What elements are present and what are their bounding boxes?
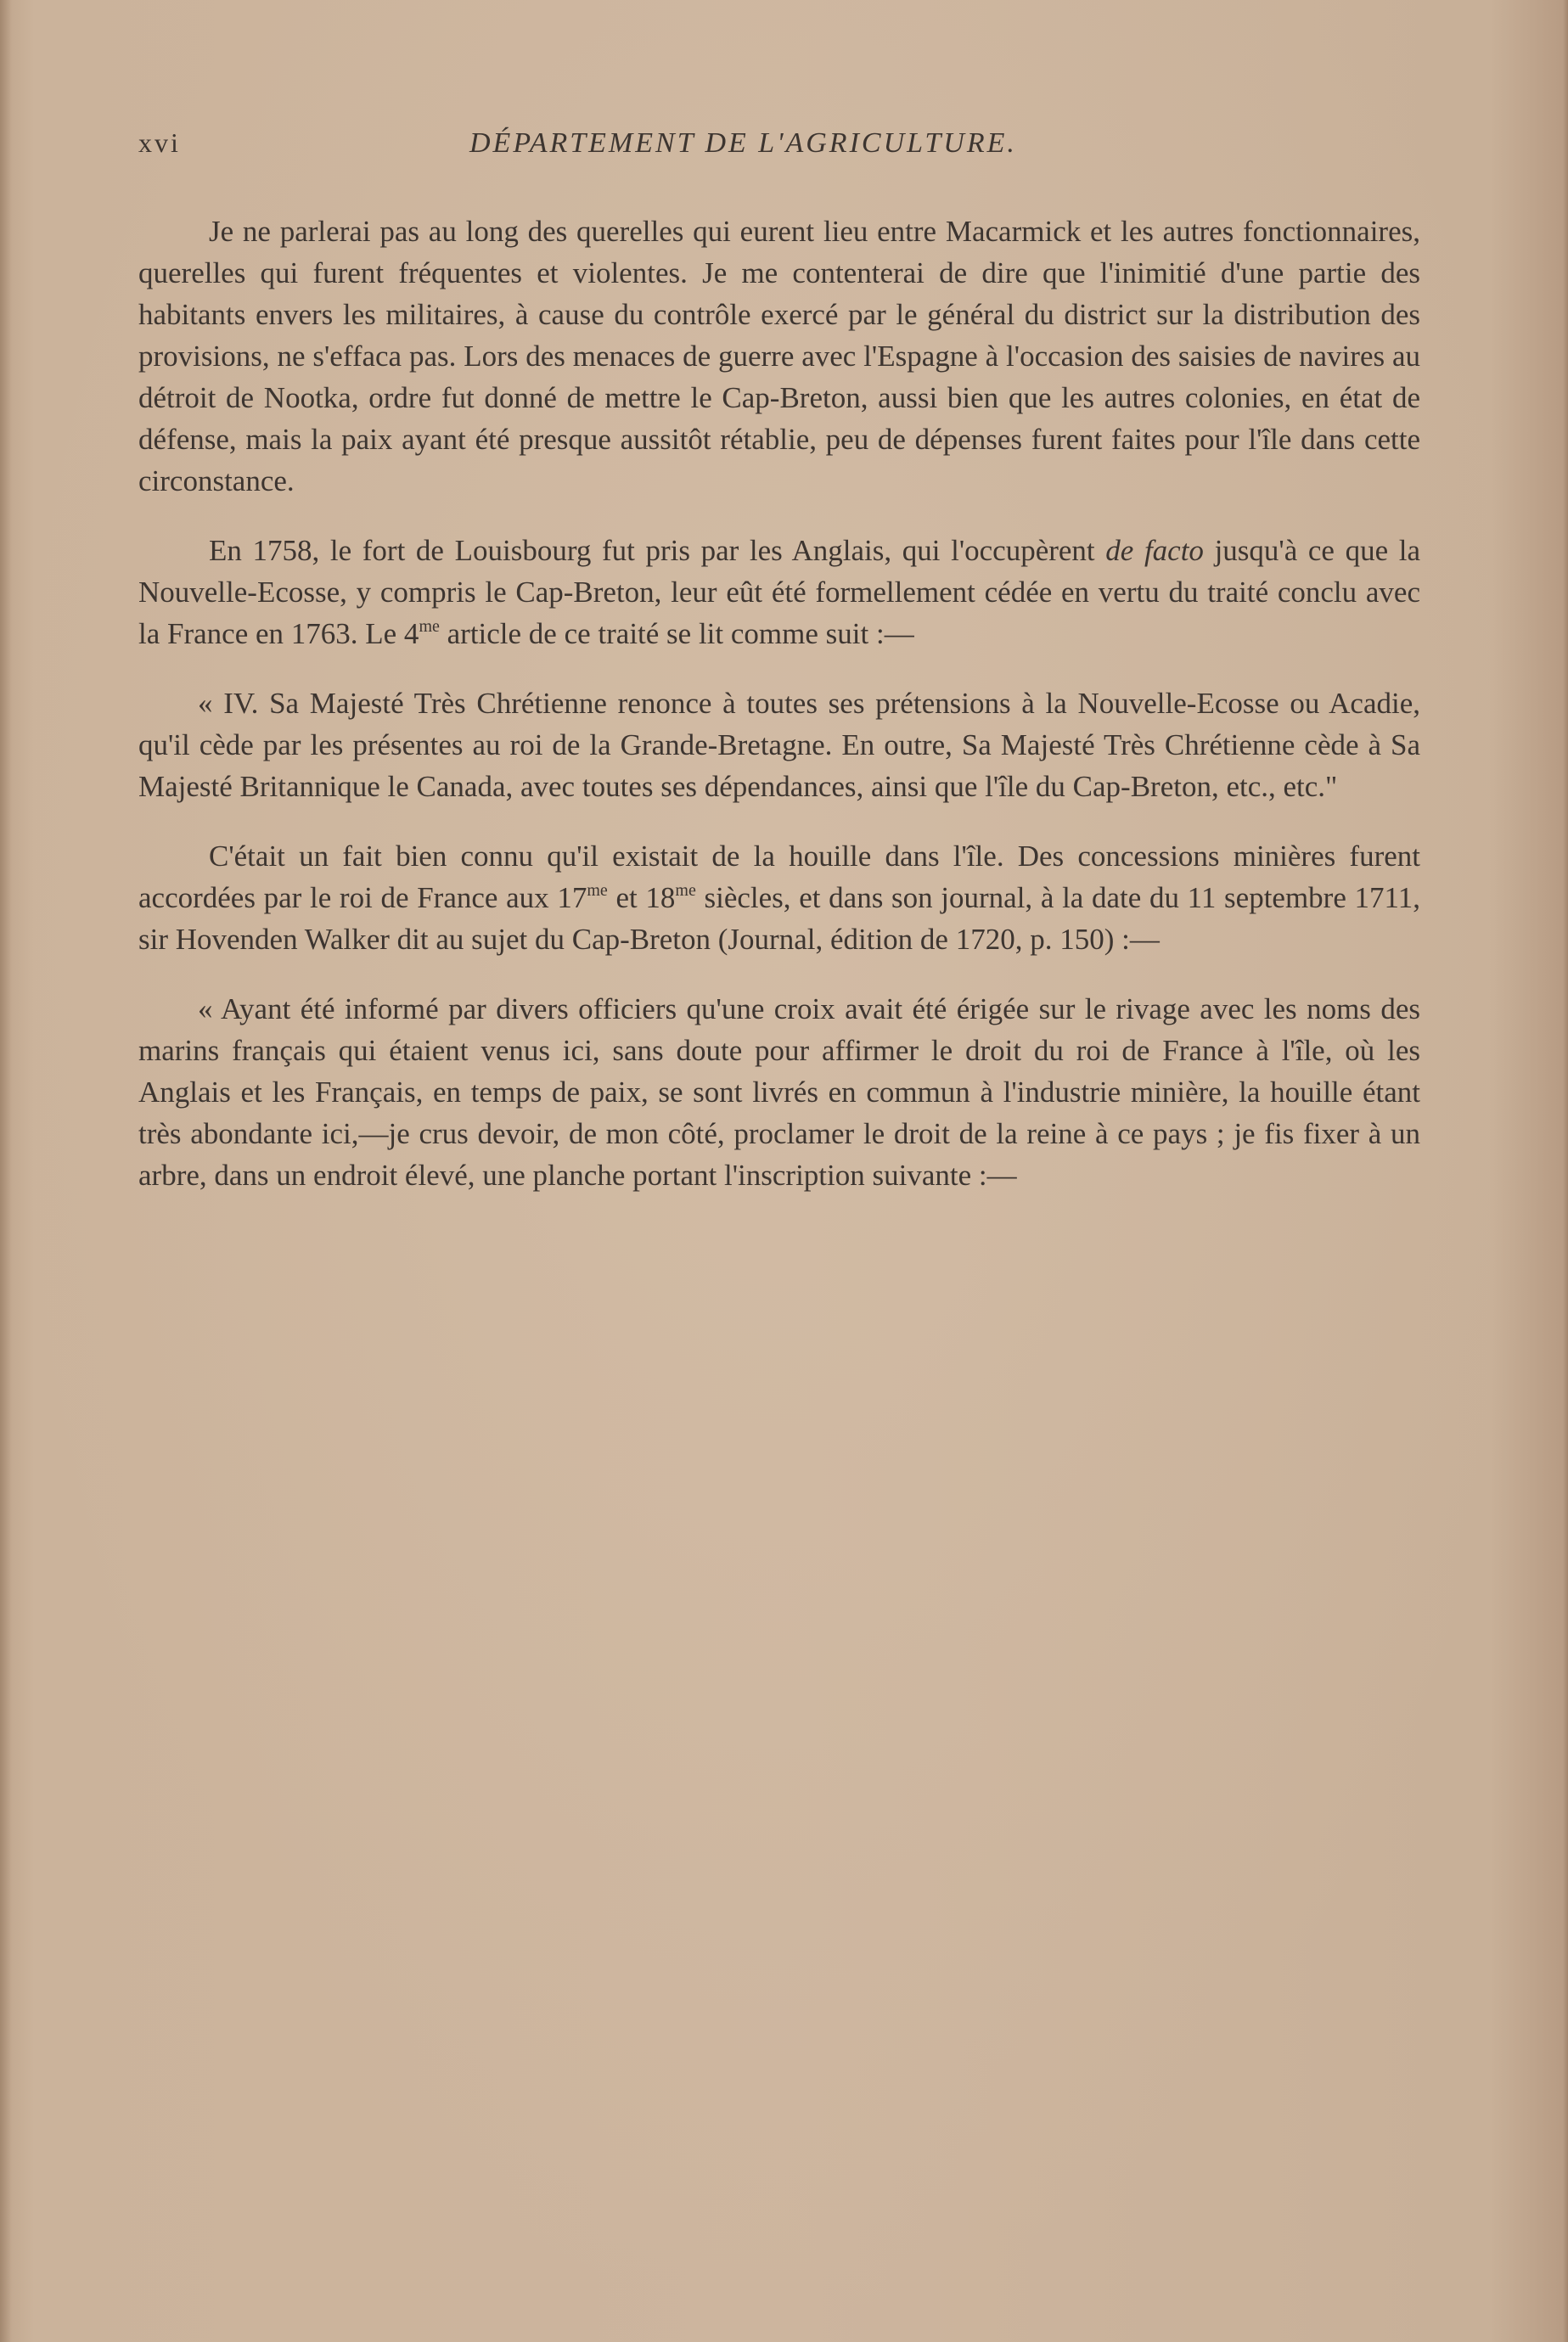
page-right-shadow bbox=[1563, 0, 1568, 2342]
paragraph-2-italic: de facto bbox=[1105, 534, 1204, 567]
paragraph-3-quote: « IV. Sa Majesté Très Chrétienne renonce à toutes ses prétensions à la Nouvelle-Ecosse ou Acadie, qu'il cède par les présentes au roi de la Grande-Bretagne. En outre, Sa Majesté Très Chrétienne cède à Sa Majesté Britannique le Canada, avec toutes ses dépendances, ainsi que l'île du Cap-Breton, etc., etc." bbox=[138, 687, 1420, 803]
paragraph-5-quote: « Ayant été informé par divers officiers qu'une croix avait été érigée sur le rivage avec les noms des marins français qui étaient venus ici, sans doute pour affirmer le droit du roi de France à l'île, où les Anglais et les Français, en temps de paix, se sont livrés en commun à l'industrie minière, la houille étant très abondante ici,—je crus devoir, de mon côté, proclamer le droit de la reine à ce pays ; je fis fixer à un arbre, dans un endroit élevé, une planche portant l'inscription suivante :— bbox=[138, 992, 1420, 1192]
paragraph-1: Je ne parlerai pas au long des querelles qui eurent lieu entre Macarmick et les autres fonctionnaires, querelles qui furent fréquentes et violentes. Je me contenterai de dire que l'inimitié d'une partie des habitants envers les militaires, à cause du contrôle exercé par le général du district sur la distribution des provisions, ne s'effaca pas. Lors des menaces de guerre avec l'Espagne à l'occasion des saisies de navires au détroit de Nootka, ordre fut donné de mettre le Cap-Breton, aussi bien que les autres colonies, en état de défense, mais la paix ayant été presque aussitôt rétablie, peu de dépenses furent faites pour l'île dans cette circonstance. bbox=[138, 215, 1420, 497]
paragraph-4-part-b: et 18 bbox=[607, 881, 676, 914]
body-text bbox=[138, 211, 1420, 1196]
paragraph-2-part-b: jusqu'à ce que la Nouvelle-Ecosse, y compris le Cap-Breton, leur eût été formellement cédée en vertu du traité conclu avec la France en 1763. Le 4 bbox=[138, 534, 1420, 650]
paragraph-2 bbox=[138, 530, 1420, 654]
paragraph-4 bbox=[138, 835, 1420, 960]
paragraph-4-superscript-2: me bbox=[675, 881, 696, 900]
paragraph-2-superscript: me bbox=[419, 617, 440, 636]
running-title: DÉPARTEMENT DE L'AGRICULTURE. bbox=[469, 127, 1017, 159]
paragraph-4-part-a: C'était un fait bien connu qu'il existait de la houille dans l'île. Des concessions minières furent accordées par le roi de France aux 17 bbox=[138, 840, 1420, 914]
page-number: xvi bbox=[138, 127, 181, 158]
paragraph-2-part-c: article de ce traité se lit comme suit :— bbox=[439, 617, 914, 650]
paragraph-2-part-a: En 1758, le fort de Louisbourg fut pris par les Anglais, qui l'occupèrent bbox=[209, 534, 1106, 567]
page-left-shadow bbox=[0, 0, 12, 2342]
paragraph-4-part-c: siècles, et dans son journal, à la date du 11 septembre 1711, sir Hovenden Walker dit au sujet du Cap-Breton (Journal, édition de 1720, p. 150) :— bbox=[138, 881, 1420, 956]
page-header bbox=[138, 127, 1420, 170]
paragraph-4-superscript-1: me bbox=[587, 881, 608, 900]
